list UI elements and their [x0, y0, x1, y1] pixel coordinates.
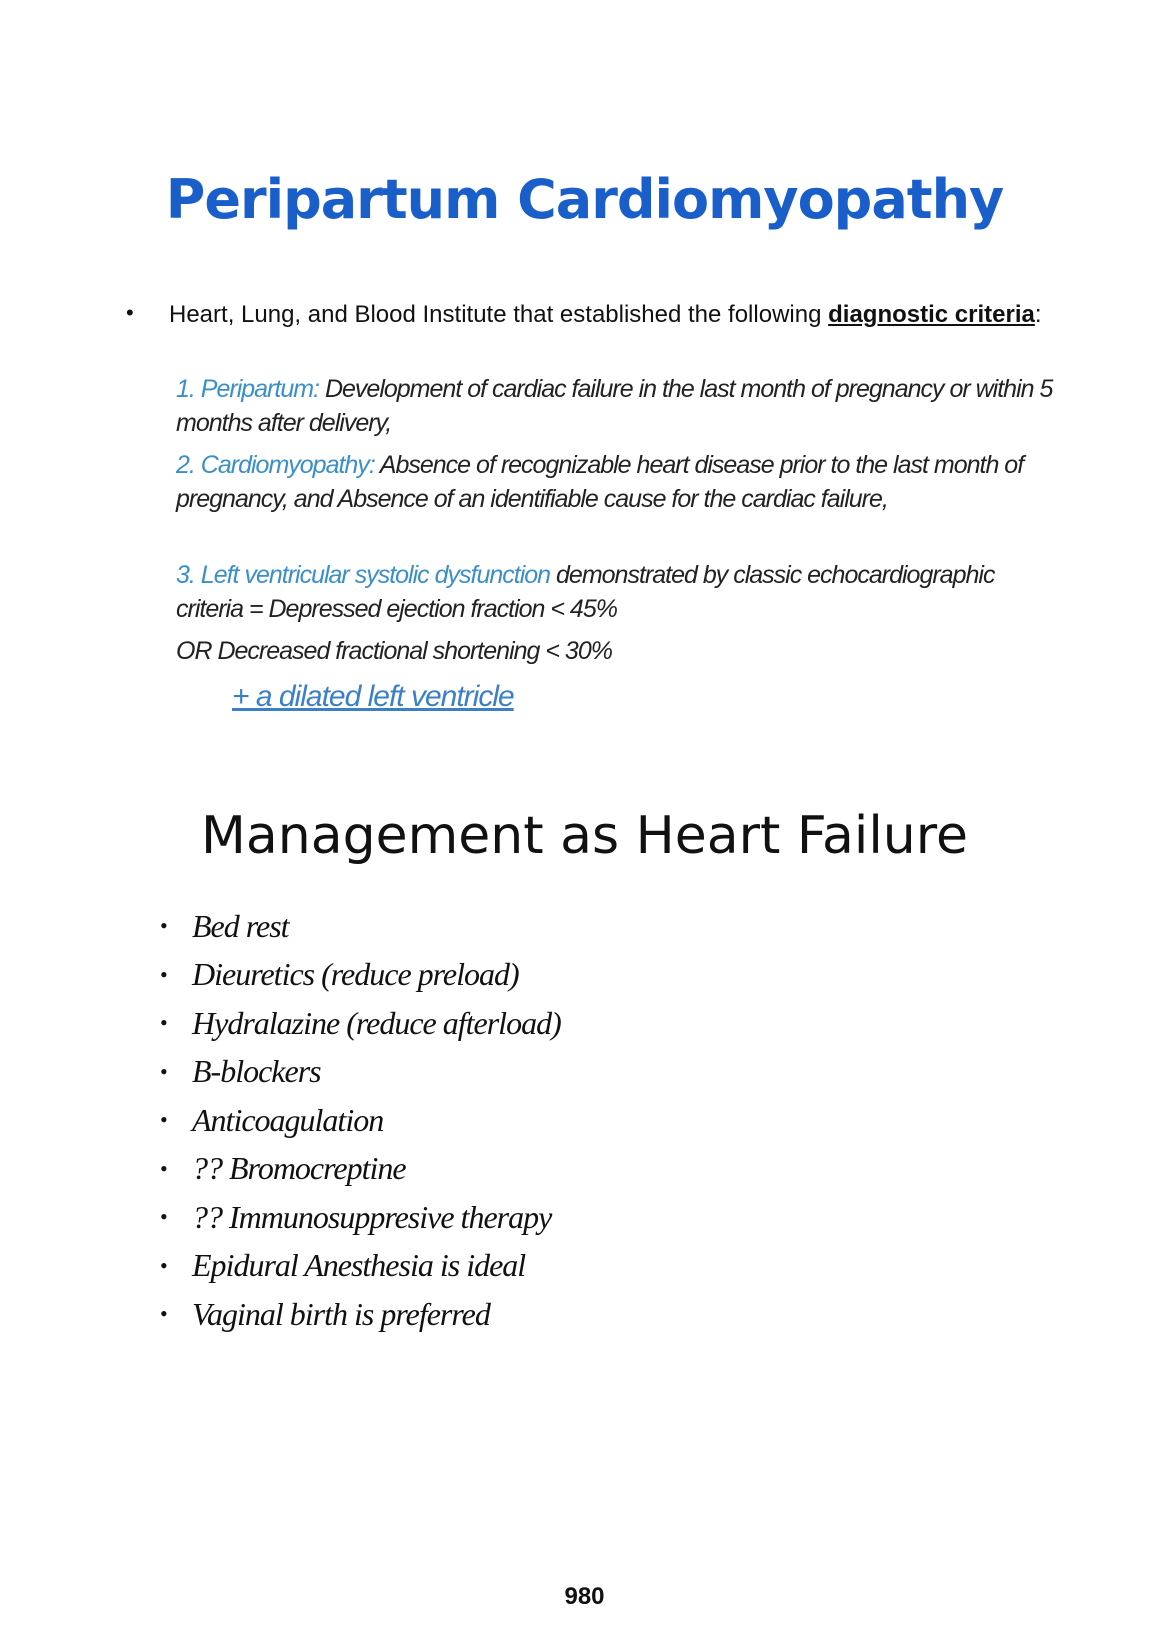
bullet-icon: •: [160, 1155, 167, 1181]
list-item-text: Epidural Anesthesia is ideal: [192, 1247, 526, 1284]
intro-colon: :: [1034, 301, 1042, 328]
bullet: •: [126, 300, 134, 325]
bullet-icon: •: [160, 1107, 167, 1133]
bullet-icon: •: [160, 1010, 167, 1036]
bullet-icon: •: [160, 913, 167, 939]
page-title: Peripartum Cardiomyopathy: [165, 168, 1004, 231]
list-item: [160, 1096, 561, 1145]
list-item: [160, 951, 561, 1000]
list-item: [160, 902, 561, 951]
list-item-text: Bed rest: [192, 907, 289, 944]
list-item-text: ?? Immunosuppresive therapy: [192, 1198, 552, 1235]
criterion-label: 1. Peripartum:: [176, 375, 320, 403]
bullet-icon: •: [160, 1058, 167, 1084]
intro-body: Heart, Lung, and Blood Institute that established the following: [169, 301, 829, 328]
criterion-text: demonstrated by classic echocardiographic criteria = Depressed ejection fraction < 45%: [176, 561, 995, 623]
list-item-text: Anticoagulation: [192, 1101, 384, 1138]
criterion-label: 2. Cardiomyopathy:: [176, 451, 375, 479]
page-number: 980: [564, 1583, 605, 1610]
list-item: [160, 1290, 561, 1339]
bullet-icon: •: [160, 1252, 167, 1278]
bullet-icon: •: [160, 1301, 167, 1327]
list-item: [160, 1193, 561, 1242]
management-title: Management as Heart Failure: [201, 806, 968, 866]
list-item-text: B-blockers: [192, 1053, 321, 1090]
criterion-text: Development of cardiac failure in the last month of pregnancy or within 5 months after delivery,: [176, 375, 1053, 437]
criterion-3-extra: OR Decreased fractional shortening < 30%: [176, 637, 612, 665]
criterion-3: [176, 558, 1056, 626]
list-item: [160, 999, 561, 1048]
list-item: [160, 1145, 561, 1194]
list-item-text: Vaginal birth is preferred: [192, 1295, 490, 1332]
list-item: [160, 1242, 561, 1291]
list-item-text: ?? Bromocreptine: [192, 1150, 406, 1187]
list-item-text: Dieuretics (reduce preload): [192, 956, 519, 993]
intro-text: [169, 298, 1049, 332]
list-item-text: Hydralazine (reduce afterload): [192, 1004, 561, 1041]
criterion-text: Absence of recognizable heart disease prior to the last month of pregnancy, and Absence of an identifiable cause for the cardiac failure,: [176, 451, 1024, 513]
dilated-ventricle-note: + a dilated left ventricle: [232, 680, 514, 713]
criterion-2: [176, 448, 1056, 516]
bullet-icon: •: [160, 1204, 167, 1230]
criterion-1: [176, 372, 1056, 440]
bullet-icon: •: [160, 961, 167, 987]
criterion-label: 3. Left ventricular systolic dysfunction: [176, 561, 551, 589]
list-item: [160, 1048, 561, 1097]
management-list: [160, 902, 561, 1339]
intro-emphasis: diagnostic criteria: [828, 301, 1035, 328]
